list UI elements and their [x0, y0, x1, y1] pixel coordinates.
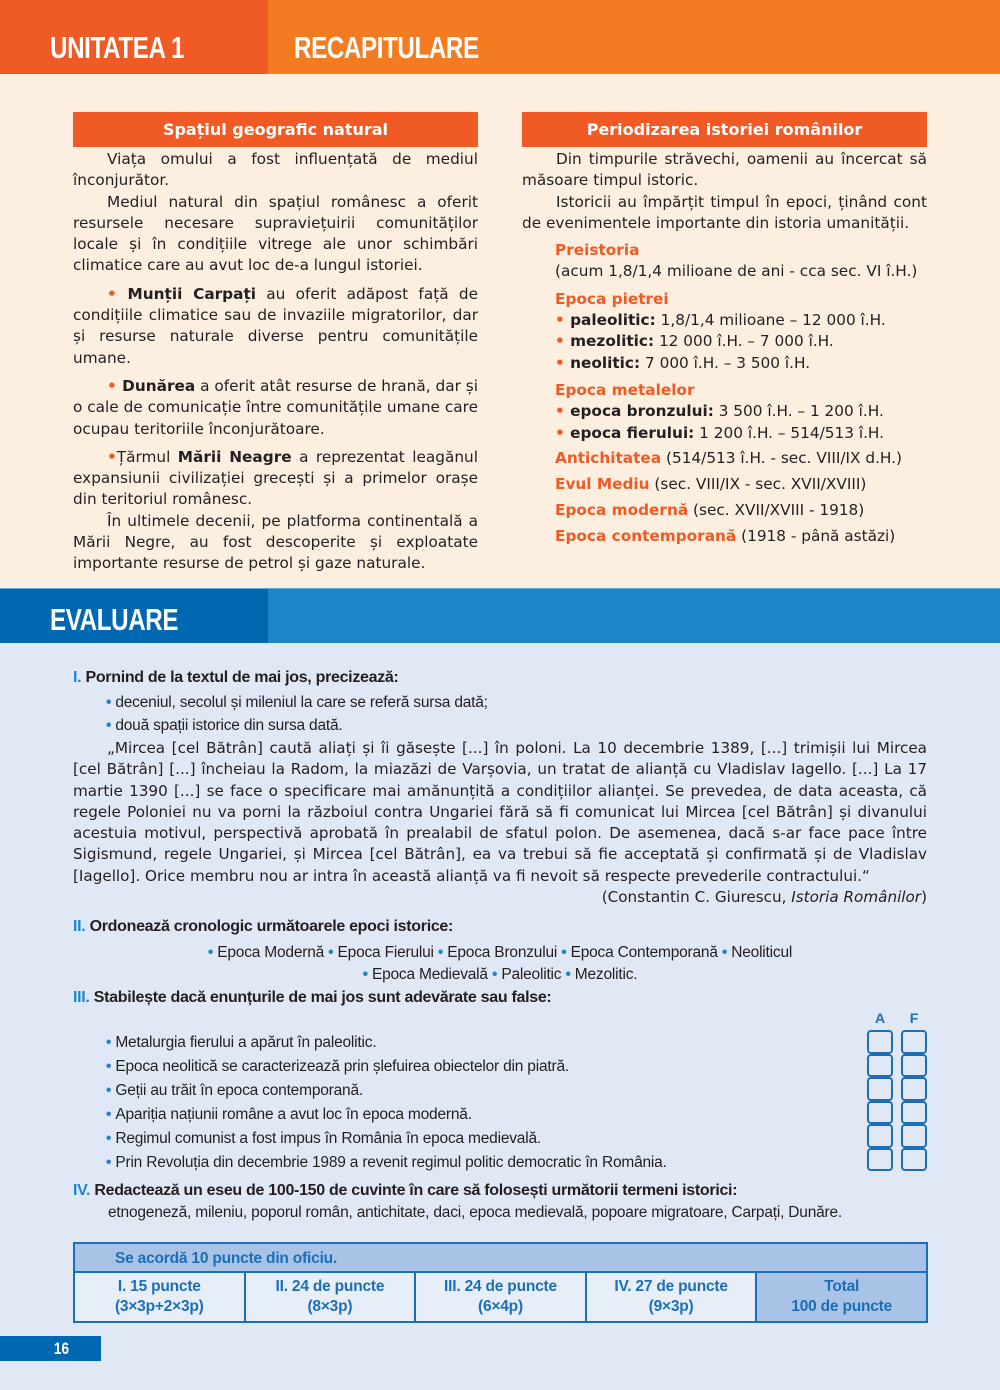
answer-column-labels	[867, 1010, 927, 1030]
subitem-term: epoca fierului:	[570, 423, 695, 442]
score-breakdown: (8×3p)	[307, 1298, 353, 1315]
period-subitem	[555, 310, 927, 331]
era-row	[555, 474, 927, 495]
subitem-term: epoca bronzului:	[570, 402, 714, 421]
page-number	[0, 1336, 101, 1361]
quote-text: „Mircea [cel Bătrân] caută aliați și îi găsește [...] în poloni. La 10 decembrie 1389, [...] trimișii lui Mircea [cel Bătrân] [...] încheiau la Radom, la miazăzi de Varșovia, un tratat de alianță cu Vladislav Iagello. [...] La 17 martie 1390 [...] se face o specificare mai amănunțită a condițiilor alianței. Se prevedea, de data aceasta, că regele Poloniei nu va porni la războiul contra Ungariei fără să fi comunicat lui Mircea [cel Bătrân] și divanului acestuia motivul, perspectivă aprobată în prealabil de sfatul polon. De asemenea, dacă s-ar face pace între Sigismund, regele Ungariei, și Mircea [cel Bătrân], ea va trebui să fie acceptată și confirmată și de Vladislav [Iagello]. Orice membru nou ar intra în această alianță va fi nevoit să respecte prevederile contractului.“	[73, 739, 927, 885]
question-1-prompt	[73, 669, 399, 687]
answer-columns	[867, 1030, 927, 1171]
score-cell	[416, 1273, 587, 1321]
true-false-checkbox-grid	[867, 1010, 927, 1171]
periodization-title: Periodizarea istoriei românilor	[522, 112, 927, 147]
bullet-icon: •	[106, 1129, 116, 1147]
true-checkbox[interactable]	[867, 1030, 893, 1054]
subitem-term: neolitic:	[570, 353, 641, 372]
subitem-range: 7 000 î.H. – 3 500 î.H.	[640, 353, 811, 372]
period-list	[522, 240, 927, 547]
unit-label: UNITATEA 1	[50, 30, 185, 65]
epoch-item: Mezolitic.	[574, 966, 638, 983]
epoch-item: Paleolitic	[501, 966, 562, 983]
bullet-icon: •	[106, 694, 116, 711]
true-checkbox[interactable]	[867, 1101, 893, 1125]
statement-item	[106, 1079, 667, 1103]
bullet-icon: •	[106, 1105, 116, 1123]
period-subitem	[555, 353, 927, 374]
statement-text: Regimul comunist a fost impus în România în epoca medievală.	[115, 1129, 541, 1147]
bullet-icon: •	[561, 944, 567, 961]
statement-item	[106, 1055, 667, 1079]
task-text: deceniul, secolul și mileniul la care se referă sursa dată;	[115, 694, 488, 711]
false-checkbox[interactable]	[901, 1030, 927, 1054]
evaluation-header	[0, 588, 1000, 643]
era-range: (1918 - până astăzi)	[736, 526, 896, 545]
bullet-icon: •	[555, 402, 571, 421]
period-range: (acum 1,8/1,4 milioane de ani - cca sec. VI î.H.)	[555, 262, 918, 281]
question-number: I.	[73, 669, 82, 686]
bullet-icon: •	[106, 1057, 116, 1075]
epoch-item: Epoca Bronzului	[447, 944, 558, 961]
false-column	[901, 1030, 927, 1171]
bullet-text: a oferit atât resurse de hrană, dar și o cale de comunicație între comunitățile umane care ocupau teritoriile înconjurătoare.	[73, 376, 478, 438]
task-text: două spații istorice din sursa dată.	[115, 717, 343, 734]
bullet-icon: •	[107, 376, 123, 395]
era-name: Antichitatea	[555, 449, 662, 468]
bullet-icon: •	[491, 966, 498, 983]
bullet-icon: •	[106, 1081, 116, 1099]
epoch-item: Epoca Modernă	[217, 944, 325, 961]
subitem-range: 3 500 î.H. – 1 200 î.H.	[713, 402, 884, 421]
score-total-value: 100 de puncte	[791, 1298, 893, 1315]
task-item	[106, 714, 488, 737]
source-title: Istoria Românilor	[791, 888, 922, 907]
statement-item	[106, 1031, 667, 1055]
bullet-term: Dunărea	[122, 376, 196, 395]
period-subitem	[555, 423, 927, 444]
question-text: Ordonează cronologic următoarele epoci istorice:	[85, 918, 454, 935]
bullet-text: au oferit adăpost față de condițiile climatice sau de invaziile migratorilor, dar și resurse naturale diverse pentru comunitățile umane.	[73, 284, 478, 367]
unit-label-box	[0, 0, 268, 74]
era-row	[555, 526, 927, 547]
era-name: Epoca modernă	[555, 500, 689, 519]
quote-source	[73, 887, 927, 908]
score-breakdown: (9×3p)	[648, 1298, 694, 1315]
bullet-icon: •	[555, 423, 571, 442]
page-number-text: 16	[53, 1339, 70, 1358]
era-range: (sec. XVII/XVIII - 1918)	[688, 500, 865, 519]
true-checkbox[interactable]	[867, 1148, 893, 1172]
bullet-term: Munții Carpați	[127, 284, 257, 303]
bullet-icon: •	[362, 966, 368, 983]
epoch-item: Epoca Contemporană	[570, 944, 718, 961]
era-range: (514/513 î.H. - sec. VIII/IX d.H.)	[661, 449, 902, 468]
true-checkbox[interactable]	[867, 1077, 893, 1101]
source-author: (Constantin C. Giurescu,	[601, 888, 792, 907]
score-cell	[587, 1273, 758, 1321]
question-1-tasks	[106, 691, 488, 737]
statement-item	[106, 1127, 667, 1151]
statement-text: Prin Revoluția din decembrie 1989 a revenit regimul politic democratic în România.	[115, 1153, 667, 1171]
score-points: III. 24 de puncte	[444, 1278, 557, 1295]
false-column-label: F	[909, 1010, 919, 1026]
scoring-table	[73, 1242, 928, 1323]
era-row	[555, 448, 927, 469]
bullet-icon: •	[328, 944, 334, 961]
bullet-icon: •	[106, 1153, 116, 1171]
score-breakdown: (3×3p+2×3p)	[114, 1298, 204, 1315]
bullet-icon: •	[107, 284, 128, 303]
true-checkbox[interactable]	[867, 1054, 893, 1078]
geography-paragraph: Mediul natural din spațiul românesc a oferit resursele necesare supraviețuirii comunităților locale și în condițiile vitrege ale unor schimbări climatice care au avut loc de-a lungul istoriei.	[73, 192, 478, 275]
evaluation-title: EVALUARE	[50, 602, 179, 637]
subitem-term: paleolitic:	[570, 311, 656, 330]
historical-source-quote	[73, 738, 927, 908]
question-text: Redactează un eseu de 100-150 de cuvinte în care să folosești următorii termeni istorici:	[90, 1182, 738, 1199]
score-cell	[246, 1273, 417, 1321]
false-checkbox[interactable]	[901, 1054, 927, 1078]
geography-paragraph: Viața omului a fost influențată de mediul înconjurător.	[73, 150, 478, 190]
question-number: III.	[73, 989, 90, 1006]
score-cell	[75, 1273, 246, 1321]
epoch-line	[73, 942, 927, 964]
bullet-prefix: Țărmul	[116, 447, 178, 466]
section-title: RECAPITULARE	[294, 30, 479, 65]
bullet-icon: •	[106, 1034, 116, 1051]
question-number: II.	[73, 918, 86, 935]
task-item	[106, 691, 488, 714]
evaluation-header-bar	[268, 589, 1000, 643]
period-subitem	[555, 331, 927, 352]
false-checkbox[interactable]	[901, 1101, 927, 1125]
epoch-list	[73, 942, 927, 986]
bullet-icon: •	[555, 332, 571, 351]
score-points: I. 15 puncte	[117, 1278, 201, 1295]
geography-paragraph: În ultimele decenii, pe platforma continentală a Mării Negre, au fost descoperite și exploatate importante resurse de petrol și gaze naturale.	[73, 511, 478, 573]
false-checkbox[interactable]	[901, 1124, 927, 1148]
periodization-paragraph: Din timpurile străvechi, oamenii au încercat să măsoare timpul istoric.	[522, 150, 927, 190]
bullet-icon: •	[107, 447, 117, 466]
score-points: IV. 27 de puncte	[614, 1278, 728, 1295]
periodization-column	[522, 112, 927, 547]
score-points: II. 24 de puncte	[275, 1278, 385, 1295]
era-name: Evul Mediu	[555, 475, 650, 494]
evaluation-title-box	[0, 589, 268, 643]
subitem-range: 1 200 î.H. – 514/513 î.H.	[694, 423, 885, 442]
geography-bullet	[73, 376, 478, 440]
essay-terms: etnogeneză, mileniu, poporul român, antichitate, daci, epoca medievală, popoare migratoare, Carpați, Dunăre.	[108, 1204, 843, 1221]
era-name: Epoca contemporană	[555, 526, 737, 545]
bullet-term: Mării Neagre	[177, 447, 292, 466]
period-subitem	[555, 401, 927, 422]
true-false-statements	[106, 1031, 667, 1174]
bullet-icon: •	[565, 966, 571, 983]
subitem-term: mezolitic:	[570, 332, 655, 351]
question-3-prompt	[73, 989, 551, 1007]
bullet-icon: •	[555, 311, 571, 330]
statement-text: Apariția națiunii române a avut loc în epoca modernă.	[115, 1105, 472, 1123]
bullet-icon: •	[106, 717, 116, 734]
false-checkbox[interactable]	[901, 1077, 927, 1101]
scoring-row	[75, 1273, 926, 1321]
score-total-label: Total	[824, 1278, 860, 1295]
score-breakdown: (6×4p)	[478, 1298, 523, 1315]
true-checkbox[interactable]	[867, 1124, 893, 1148]
bullet-icon: •	[555, 353, 571, 372]
bullet-icon: •	[437, 944, 444, 961]
question-text: Stabilește dacă enunțurile de mai jos sunt adevărate sau false:	[89, 989, 552, 1006]
geography-title: Spațiul geografic natural	[73, 112, 478, 147]
section-title-box	[268, 0, 1000, 74]
bullet-text: a reprezentat leagănul expansiunii civilizației grecești și a primelor orașe din teritoriul românesc.	[73, 447, 478, 509]
bullet-icon: •	[721, 944, 728, 961]
subitem-range: 1,8/1,4 milioane – 12 000 î.H.	[655, 311, 886, 330]
era-row	[555, 500, 927, 521]
question-4-prompt	[73, 1182, 737, 1200]
period-metal-age: Epoca metalelor	[555, 380, 695, 399]
question-2-prompt	[73, 918, 453, 936]
page-header	[0, 0, 1000, 74]
score-total-cell	[757, 1273, 926, 1321]
question-number: IV.	[73, 1182, 91, 1199]
statement-text: Epoca neolitică se caracterizează prin șlefuirea obiectelor din piatră.	[115, 1057, 569, 1075]
geography-bullet	[73, 284, 478, 369]
epoch-line	[73, 964, 927, 986]
bullet-icon: •	[207, 944, 214, 961]
scoring-note: Se acordă 10 puncte din oficiu.	[75, 1244, 926, 1273]
statement-text: Geții au trăit în epoca contemporană.	[115, 1081, 363, 1099]
statement-item	[106, 1151, 667, 1175]
period-prehistory: Preistoria	[555, 241, 640, 260]
subitem-range: 12 000 î.H. – 7 000 î.H.	[654, 332, 834, 351]
epoch-item: Epoca Medievală	[371, 966, 488, 983]
recap-section	[0, 74, 1000, 588]
false-checkbox[interactable]	[901, 1148, 927, 1172]
geography-bullet	[73, 447, 478, 511]
statement-item	[106, 1103, 667, 1127]
periodization-paragraph: Istoricii au împărțit timpul în epoci, ținând cont de evenimentele importante din istoria umanității.	[522, 192, 927, 232]
true-column-label: A	[874, 1010, 886, 1026]
geography-column	[73, 112, 478, 575]
statement-text: Metalurgia fierului a apărut în paleolitic.	[115, 1034, 377, 1051]
question-text: Pornind de la textul de mai jos, precizează:	[81, 669, 399, 686]
source-end: )	[921, 888, 927, 907]
era-range: (sec. VIII/IX - sec. XVII/XVIII)	[649, 475, 867, 494]
epoch-item: Neoliticul	[731, 944, 793, 961]
epoch-item: Epoca Fierului	[337, 944, 434, 961]
period-stone-age: Epoca pietrei	[555, 289, 669, 308]
evaluation-section	[0, 643, 1000, 1390]
true-column	[867, 1030, 893, 1171]
